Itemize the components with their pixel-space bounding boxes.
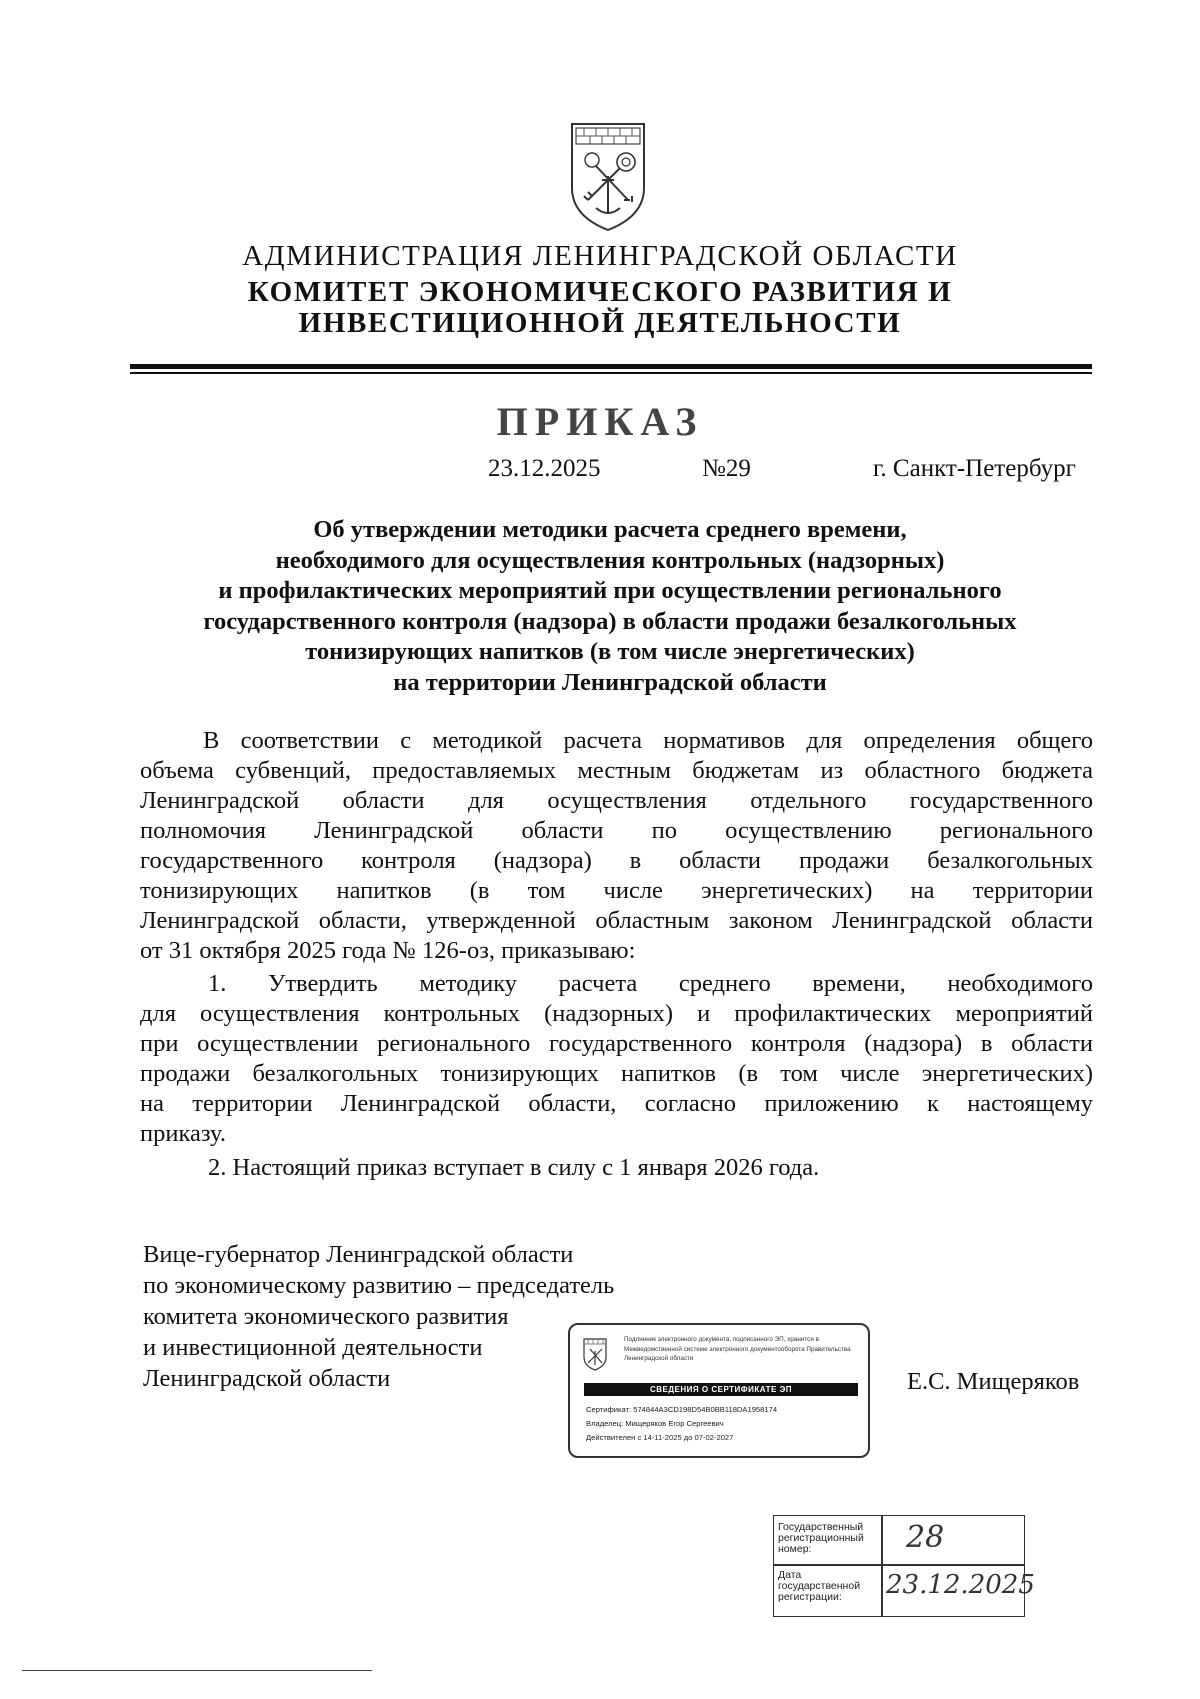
- registration-date-handwritten: 23.12.2025: [886, 1570, 1035, 1600]
- preamble-line: Ленинградской области для осуществления отдельного государственного: [140, 787, 1093, 814]
- item-1-line-last: приказу.: [140, 1120, 226, 1147]
- order-subject-title: [140, 515, 1080, 698]
- registration-table: [773, 1515, 1035, 1617]
- administration-name: АДМИНИСТРАЦИЯ ЛЕНИНГРАДСКОЙ ОБЛАСТИ: [242, 240, 958, 272]
- table-divider: [774, 1564, 1024, 1566]
- preamble-line: государственного контроля (надзора) в области продажи безалкогольных: [140, 847, 1093, 874]
- coat-of-arms-emblem: [566, 118, 650, 233]
- stamp-crest-icon: [582, 1337, 608, 1371]
- footer-rule: [22, 1670, 372, 1671]
- committee-name-line-1: КОМИТЕТ ЭКОНОМИЧЕСКОГО РАЗВИТИЯ И: [247, 276, 953, 308]
- electronic-signature-stamp: [568, 1323, 870, 1458]
- preamble-line: В соответствии с методикой расчета нормативов для определения общего: [203, 727, 1093, 754]
- item-1-line: при осуществлении регионального государственного контроля (надзора) в области: [140, 1030, 1093, 1057]
- preamble-line: полномочия Ленинградской области по осуществлению регионального: [140, 817, 1093, 844]
- committee-name-line-2: ИНВЕСТИЦИОННОЙ ДЕЯТЕЛЬНОСТИ: [298, 307, 902, 339]
- preamble-line: тонизирующих напитков (в том числе энергетических) на территории: [140, 877, 1093, 904]
- registration-number-label: Государственный регистрационный номер:: [778, 1521, 864, 1555]
- title-line: Об утверждении методики расчета среднего времени,: [313, 516, 907, 543]
- preamble-line: объема субвенций, предоставляемых местным бюджетам из областного бюджета: [140, 757, 1093, 784]
- registration-number-handwritten: 28: [906, 1520, 945, 1555]
- order-date: 23.12.2025: [488, 455, 601, 482]
- signer-position-line: Вице-губернатор Ленинградской области: [143, 1241, 574, 1268]
- title-line: государственного контроля (надзора) в области продажи безалкогольных: [203, 607, 1017, 635]
- order-city: г. Санкт-Петербург: [873, 455, 1076, 482]
- signer-position-line: и инвестиционной деятельности: [143, 1334, 483, 1361]
- item-1-line: для осуществления контрольных (надзорных) и профилактических мероприятий: [140, 1000, 1093, 1027]
- stamp-note: Подлинник электронного документа, подписанного ЭП, хранится в Межведомственной системе электронного документооборота Правительства Ленинградской области: [624, 1336, 851, 1362]
- stamp-banner: СВЕДЕНИЯ О СЕРТИФИКАТЕ ЭП: [584, 1383, 858, 1396]
- signer-name: Е.С. Мищеряков: [907, 1368, 1080, 1395]
- registration-date-label: Дата государственной регистрации:: [778, 1569, 861, 1603]
- certificate-validity: Действителен с 14-11-2025 до 07-02-2027: [586, 1433, 734, 1442]
- preamble-line-last: от 31 октября 2025 года № 126-оз, приказываю:: [140, 937, 636, 964]
- document-type-title: ПРИКАЗ: [496, 399, 704, 444]
- preamble-line: Ленинградской области, утвержденной областным законом Ленинградской области: [140, 907, 1093, 934]
- item-2-line: 2. Настоящий приказ вступает в силу с 1 января 2026 года.: [208, 1154, 820, 1181]
- signer-position-line: комитета экономического развития: [143, 1303, 509, 1330]
- item-1-line: на территории Ленинградской области, согласно приложению к настоящему: [140, 1090, 1093, 1117]
- title-line: на территории Ленинградской области: [393, 668, 827, 696]
- title-line: необходимого для осуществления контрольных (надзорных): [275, 546, 945, 574]
- signer-position-line: по экономическому развитию – председатель: [143, 1272, 615, 1299]
- item-1-line: 1. Утвердить методику расчета среднего времени, необходимого: [208, 970, 1093, 997]
- header-rule-thick: [130, 364, 1092, 369]
- item-1-line: продажи безалкогольных тонизирующих напитков (в том числе энергетических): [140, 1060, 1093, 1087]
- order-number: №29: [702, 455, 751, 482]
- title-line: тонизирующих напитков (в том числе энергетических): [305, 638, 915, 665]
- header-rule-thin: [130, 372, 1092, 374]
- title-line: и профилактических мероприятий при осуществлении регионального: [218, 577, 1002, 604]
- signer-position-line: Ленинградской области: [143, 1365, 391, 1392]
- certificate-owner: Владелец: Мищеряков Егор Сергеевич: [586, 1419, 724, 1428]
- certificate-number: Сертификат: 574844A3CD198D54B0BB118DA1958174: [586, 1405, 778, 1414]
